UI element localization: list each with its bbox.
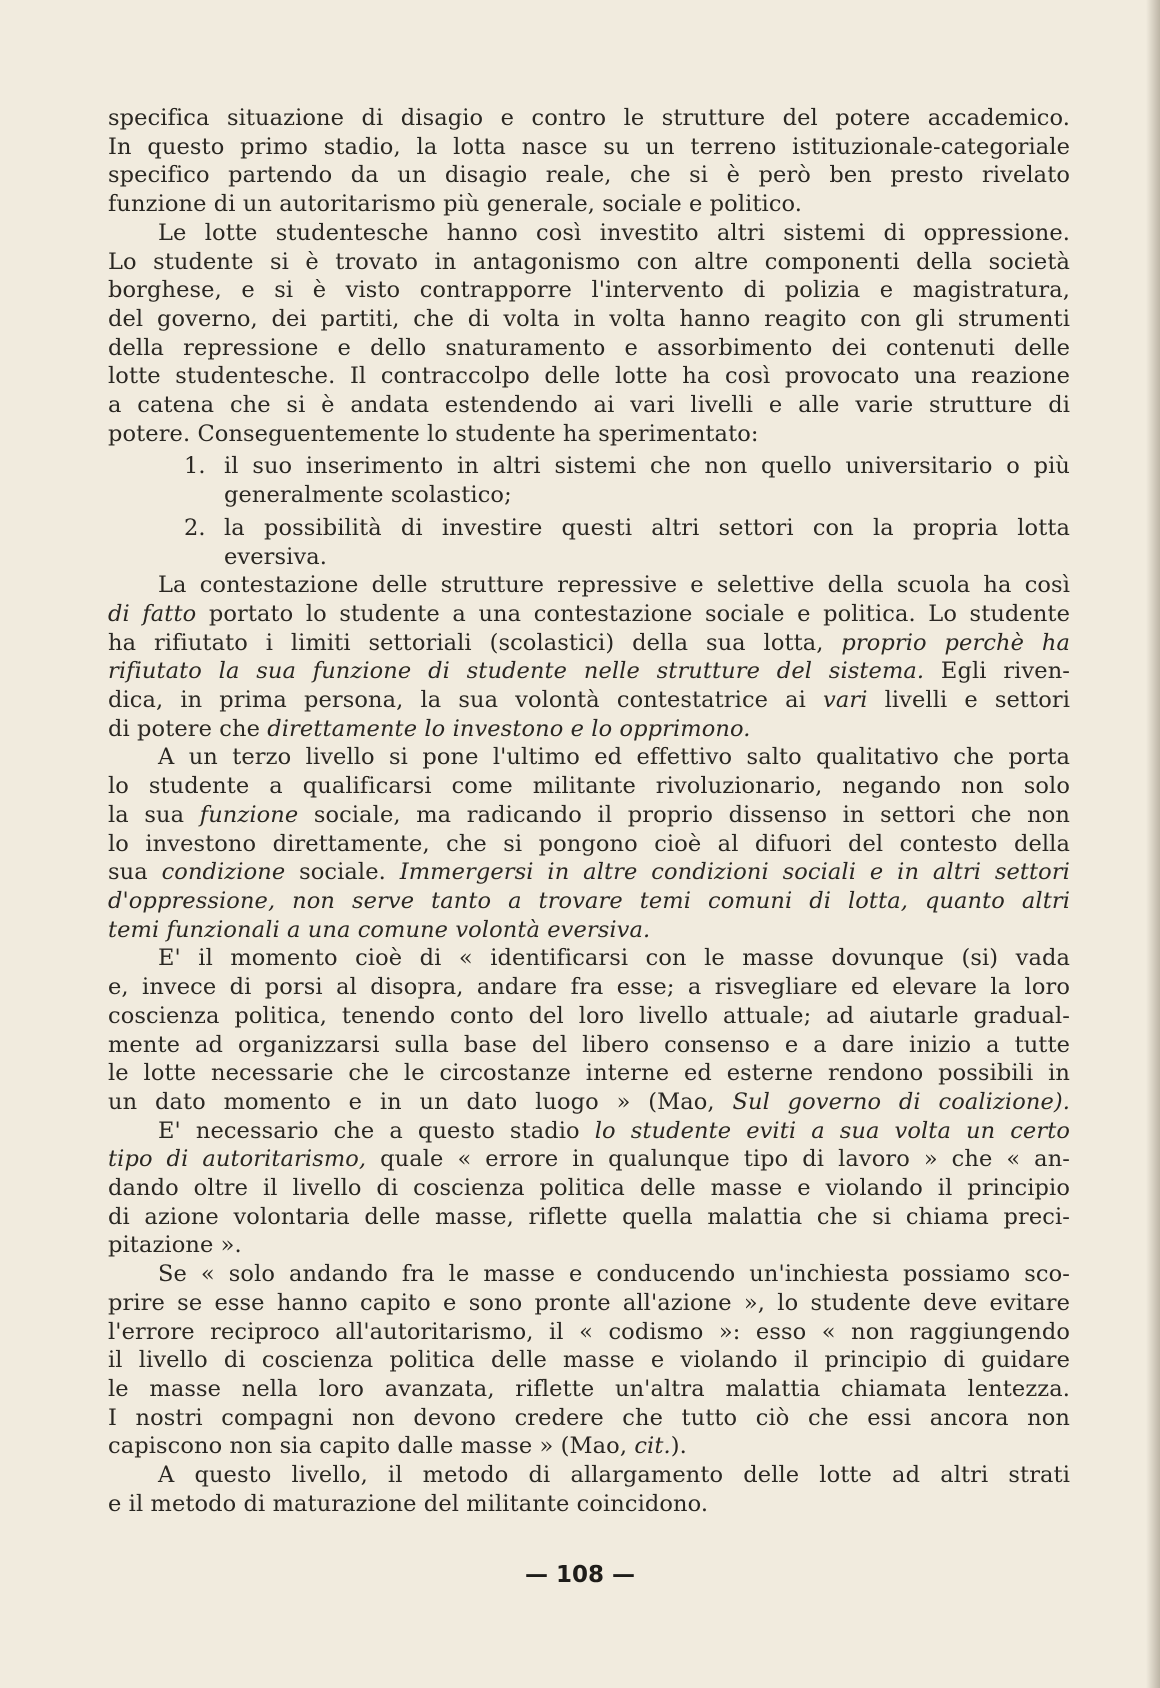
italic-phrase: temi funzionali a una comune volontà eversiva. — [108, 916, 651, 943]
text-line: specifico partendo da un disagio reale, che si è però ben presto rivelato — [108, 162, 1070, 189]
italic-phrase: Immergersi in altre condizioni sociali e in altri settori — [399, 859, 1070, 886]
body-text — [108, 104, 1070, 1518]
text-line: di azione volontaria delle masse, riflette quella malattia che si chiama preci- — [108, 1203, 1070, 1230]
text-fragment: la sua — [108, 801, 200, 828]
text-fragment: di potere che — [108, 715, 268, 742]
text-fragment: un dato momento e in un dato luogo » (Mao, — [108, 1088, 733, 1115]
list-item-text: il suo inserimento in altri sistemi che non quello universitario o più — [224, 453, 1070, 480]
italic-phrase: vari — [823, 687, 868, 714]
text-line — [108, 1432, 1070, 1461]
text-line: mente ad organizzarsi sulla base del libero consenso e a dare inizio a tutte — [108, 1031, 1070, 1058]
text-line — [108, 1145, 1070, 1174]
text-fragment: ). — [670, 1433, 687, 1460]
italic-phrase: funzione — [199, 801, 299, 828]
text-line: del governo, dei partiti, che di volta in volta hanno reagito con gli strumenti — [108, 305, 1070, 332]
text-line: E' il momento cioè di « identificarsi con le masse dovunque (si) vada — [158, 945, 1070, 972]
text-line: coscienza politica, tenendo conto del loro livello attuale; ad aiutarle gradual- — [108, 1002, 1070, 1029]
italic-phrase: proprio perchè ha — [841, 629, 1070, 656]
text-line: I nostri compagni non devono credere che tutto ciò che essi ancora non — [108, 1404, 1070, 1431]
italic-phrase: non serve tanto a trovare temi comuni di lotta, quanto altri — [275, 887, 1070, 914]
text-line: le masse nella loro avanzata, riflette un'altra malattia chiamata lentezza. — [108, 1375, 1070, 1402]
italic-phrase: lo studente eviti a sua volta un certo — [594, 1117, 1070, 1144]
text-line: potere. Conseguentemente lo studente ha sperimentato: — [108, 420, 759, 447]
text-line — [108, 715, 1070, 744]
text-line: lotte studentesche. Il contraccolpo delle lotte ha così provocato una reazione — [108, 363, 1070, 390]
italic-phrase: Sul governo di coalizione). — [732, 1088, 1070, 1115]
text-line: funzione di un autoritarismo più generale, sociale e politico. — [108, 191, 803, 218]
list-item — [108, 514, 1070, 543]
text-line — [108, 1088, 1070, 1117]
italic-phrase: d'oppressione, — [108, 887, 276, 914]
text-fragment: E' necessario che a questo stadio — [158, 1117, 595, 1144]
list-item-number: 1. — [184, 453, 206, 480]
text-fragment: sociale. — [285, 859, 400, 886]
text-line: della repressione e dello snaturamento e assorbimento dei contenuti delle — [108, 334, 1070, 361]
text-line — [108, 1117, 1070, 1146]
list-item-continuation: eversiva. — [224, 543, 328, 570]
text-line: A questo livello, il metodo di allargamento delle lotte ad altri strati — [158, 1462, 1070, 1489]
italic-phrase: cit. — [634, 1433, 671, 1460]
text-fragment: ha rifiutato i limiti settoriali (scolastici) della sua lotta, — [108, 629, 842, 656]
text-line: a catena che si è andata estendendo ai vari livelli e alle varie strutture di — [108, 392, 1070, 419]
list-item-continuation: generalmente scolastico; — [224, 482, 512, 509]
text-line: Se « solo andando fra le masse e conducendo un'inchiesta possiamo sco- — [158, 1261, 1070, 1288]
page-edge-shadow — [1146, 0, 1160, 1688]
text-line: prire se esse hanno capito e sono pronte all'azione », lo studente deve evitare — [108, 1289, 1070, 1316]
italic-phrase: condizione — [161, 859, 286, 886]
text-line — [108, 686, 1070, 715]
text-fragment: livelli e settori — [867, 687, 1070, 714]
text-line: lo investono direttamente, che si pongono cioè al difuori del contesto della — [108, 830, 1070, 857]
text-fragment: sociale, ma radicando il proprio dissenso in settori che non — [298, 801, 1070, 828]
text-fragment: quale « errore in qualunque tipo di lavoro » che « an- — [366, 1146, 1070, 1173]
text-line: specifica situazione di disagio e contro le strutture del potere accademico. — [108, 105, 1070, 131]
text-line — [108, 916, 1070, 945]
text-fragment: Egli riven- — [924, 658, 1070, 685]
list-item — [108, 452, 1070, 481]
text-line: e il metodo di maturazione del militante coincidono. — [108, 1490, 709, 1517]
text-line — [108, 629, 1070, 658]
text-line — [108, 657, 1070, 686]
italic-phrase: di fatto — [108, 600, 197, 627]
text-line: In questo primo stadio, la lotta nasce su un terreno istituzionale-categoriale — [108, 133, 1070, 160]
text-line: l'errore reciproco all'autoritarismo, il « codismo »: esso « non raggiungendo — [108, 1318, 1070, 1345]
text-fragment: portato lo studente a una contestazione sociale e politica. Lo studente — [196, 600, 1070, 627]
italic-phrase: tipo di autoritarismo, — [108, 1146, 367, 1173]
text-line — [108, 801, 1070, 830]
page-number: — 108 — — [524, 1562, 636, 1588]
text-line: Lo studente si è trovato in antagonismo con altre componenti della società — [108, 248, 1070, 275]
text-fragment: capiscono non sia capito dalle masse » (Mao, — [108, 1433, 635, 1460]
text-line: Le lotte studentesche hanno così investito altri sistemi di oppressione. — [158, 219, 1070, 246]
text-line: dando oltre il livello di coscienza politica delle masse e violando il principio — [108, 1175, 1070, 1202]
text-line: lo studente a qualificarsi come militante rivoluzionario, negando non solo — [108, 773, 1070, 800]
text-line: A un terzo livello si pone l'ultimo ed effettivo salto qualitativo che porta — [158, 744, 1070, 771]
text-line: La contestazione delle strutture repressive e selettive della scuola ha così — [158, 572, 1070, 599]
text-line: borghese, e si è visto contrapporre l'intervento di polizia e magistratura, — [108, 277, 1070, 304]
italic-phrase: rifiutato la sua funzione di studente nelle strutture del sistema. — [108, 658, 925, 685]
text-line — [108, 600, 1070, 629]
text-line: pitazione ». — [108, 1232, 242, 1259]
text-fragment: sua — [108, 859, 162, 886]
text-line — [108, 858, 1070, 887]
text-line: il livello di coscienza politica delle masse e violando il principio di guidare — [108, 1347, 1070, 1374]
italic-phrase: direttamente lo investono e lo opprimono. — [267, 715, 751, 742]
list-item-text: la possibilità di investire questi altri settori con la propria lotta — [224, 514, 1070, 541]
text-line: e, invece di porsi al disopra, andare fra esse; a risvegliare ed elevare la loro — [108, 974, 1070, 1001]
text-fragment: dica, in prima persona, la sua volontà contestatrice ai — [108, 687, 824, 714]
text-line: le lotte necessarie che le circostanze interne ed esterne rendono possibili in — [108, 1060, 1070, 1087]
text-line — [108, 887, 1070, 916]
list-item-number: 2. — [184, 514, 206, 541]
